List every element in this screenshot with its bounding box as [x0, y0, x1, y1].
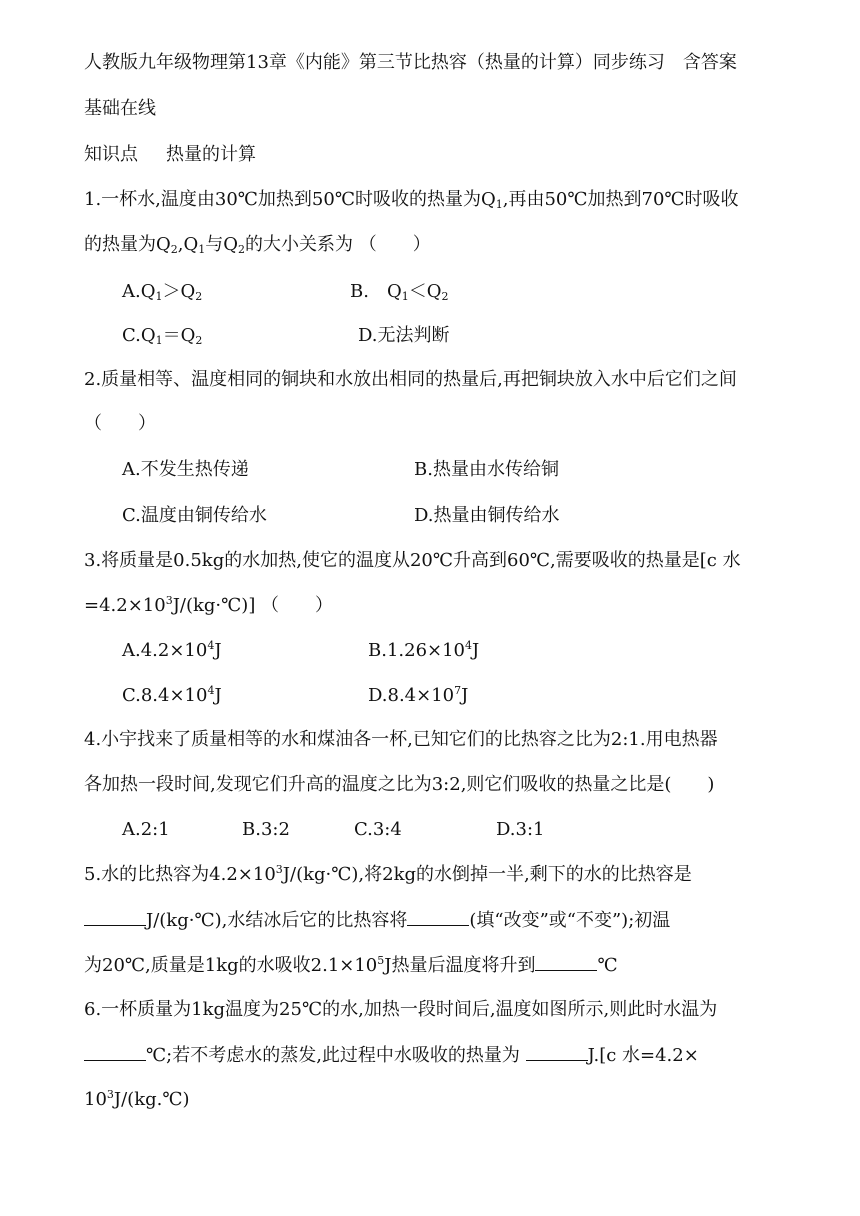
q1-option-a: $A.Q_1>Q_2$ — [122, 281, 203, 303]
q6-stem-line3: $10^3J/(kg.℃)$ — [84, 1088, 190, 1110]
q3-stem-line1: 3.将质量是0.5kg的水加热,使它的温度从20℃升高到60℃,需要吸收的热量是[c 水 — [84, 550, 741, 571]
q5-stem-line1: 5.水的比热容为$4.2\times 10^3J/(kg\cdot℃)$,将2kg的水倒掉一半,剩下的水的比热容是 — [84, 863, 692, 885]
q3-option-a: $A.4.2\times 10^4J$ — [122, 639, 222, 661]
q5-answer-blank-1[interactable] — [84, 909, 146, 926]
q2-option-a: A.不发生热传递 — [122, 459, 249, 480]
q4-option-c: C.3:4 — [354, 819, 402, 840]
q6-stem-line2: ℃;若不考虑水的蒸发,此过程中水吸收的热量为 J.[c 水=4.2× — [84, 1044, 699, 1067]
q2-stem-line1: 2.质量相等、温度相同的铜块和水放出相同的热量后,再把铜块放入水中后它们之间 — [84, 369, 737, 390]
q2-option-c: C.温度由铜传给水 — [122, 505, 267, 526]
q3-option-b: $B.1.26\times 10^4J$ — [368, 639, 480, 661]
q4-stem-line2: 各加热一段时间,发现它们升高的温度之比为3:2,则它们吸收的热量之比是( ) — [84, 774, 715, 795]
q3-stem-line2: $=4.2\times 10^3J/(kg\cdot℃)$] （ ） — [84, 594, 334, 616]
topic-name: 热量的计算 — [166, 144, 256, 165]
q2-option-b: B.热量由水传给铜 — [414, 459, 559, 480]
q6-stem-line1: 6.一杯质量为1kg温度为25℃的水,加热一段时间后,温度如图所示,则此时水温为 — [84, 999, 718, 1020]
q5-answer-blank-2[interactable] — [407, 909, 469, 926]
q6-answer-blank-2[interactable] — [526, 1044, 588, 1061]
topic-label: 知识点 — [84, 144, 138, 165]
q4-option-a: A.2:1 — [122, 819, 170, 840]
q1-option-d: D.无法判断 — [358, 325, 450, 346]
q5-answer-blank-3[interactable] — [535, 954, 597, 971]
q2-stem-line2: （ ） — [84, 413, 156, 434]
q5-stem-line3: 为20℃,质量是1kg的水吸收$2.1\times 10^5J$热量后温度将升到 ℃ — [84, 954, 618, 976]
q4-stem-line1: 4.小宇找来了质量相等的水和煤油各一杯,已知它们的比热容之比为2:1.用电热器 — [84, 729, 718, 750]
q1-option-c: $C.Q_1=Q_2$ — [122, 325, 203, 347]
q3-option-c: $C.8.4\times 10^4J$ — [122, 684, 222, 706]
document-title: 人教版九年级物理第13章《内能》第三节比热容（热量的计算）同步练习 含答案 — [84, 52, 737, 73]
section-heading: 基础在线 — [84, 98, 156, 119]
q5-stem-line2: J/(kg·℃),水结冰后它的比热容将 (填“改变”或“不变”);初温 — [84, 909, 670, 932]
q1-stem-line2: 的热量为$Q_2,Q_1$与$Q_2$的大小关系为 （ ） — [84, 234, 431, 256]
q2-option-d: D.热量由铜传给水 — [414, 505, 560, 526]
q4-option-b: B.3:2 — [242, 819, 290, 840]
q1-stem-line1: 1.一杯水,温度由30℃加热到50℃时吸收的热量为$Q_1$,再由50℃加热到70℃时吸收 — [84, 189, 739, 211]
q1-option-b: B. $Q_1<Q_2$ — [350, 281, 449, 303]
topic-heading — [84, 144, 256, 166]
q3-option-d: $D.8.4\times 10^7J$ — [368, 684, 469, 706]
q6-answer-blank-1[interactable] — [84, 1044, 146, 1061]
q4-option-d: D.3:1 — [496, 819, 545, 840]
